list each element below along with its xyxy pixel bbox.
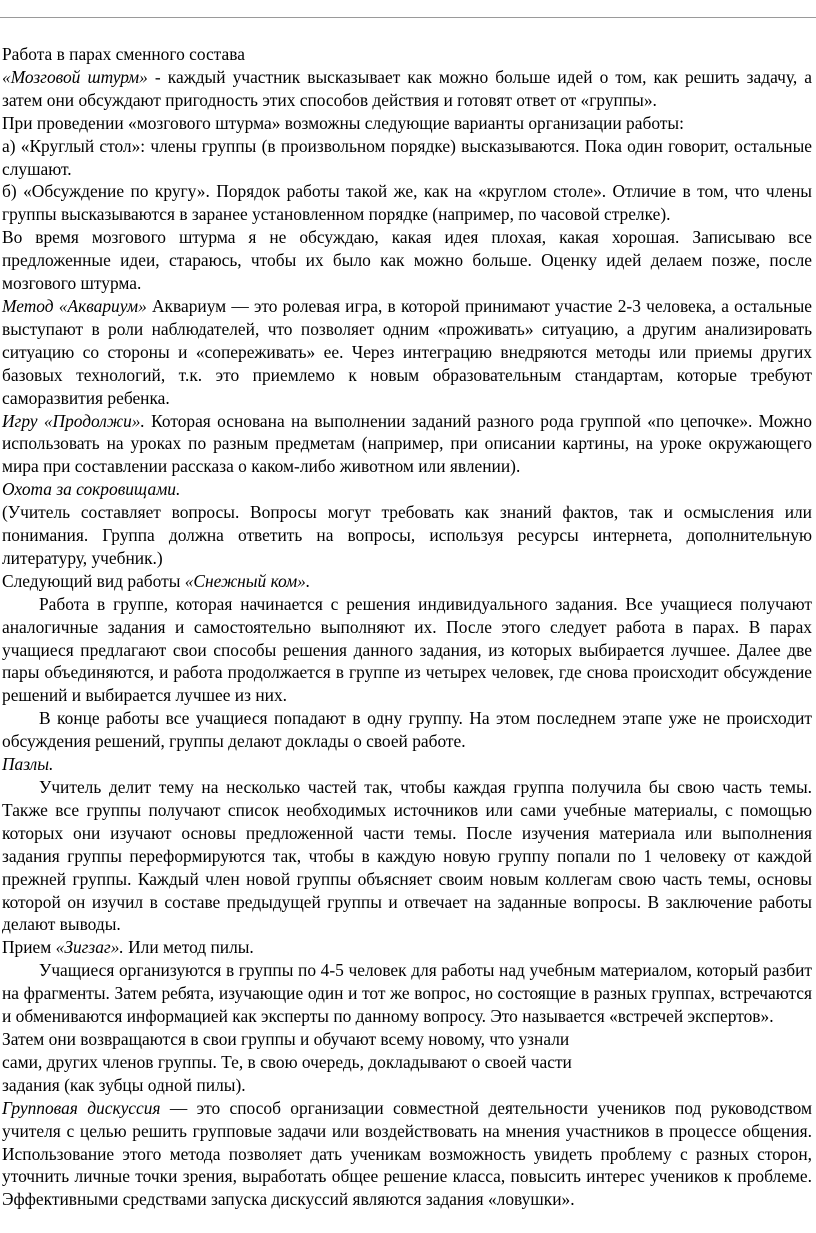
paragraph-zigzag-line-3: задания (как зубцы одной пилы). <box>2 1074 246 1095</box>
paragraph-zigzag-line-2: сами, других членов группы. Те, в свою очередь, докладывают о своей части <box>2 1051 572 1072</box>
method-title: «Зигзаг». <box>55 937 124 958</box>
paragraph-treasure-hunt-title <box>2 478 812 501</box>
method-title: «Мозговой штурм» - <box>2 66 161 87</box>
paragraph-round-table: а) «Круглый стол»: члены группы (в произвольном порядке) высказываются. Пока один говорит, остальные слушают. <box>2 135 812 179</box>
method-title: «Снежный ком». <box>184 570 311 591</box>
paragraph-brainstorm-notes: Во время мозгового штурма я не обсуждаю, какая идея плохая, какая хорошая. Записываю все предложенные идеи, стараюсь, чтобы их было как можно больше. Оценку идей делаем позже, после мозгового штурма. <box>2 227 812 294</box>
paragraph-treasure-hunt: (Учитель составляет вопросы. Вопросы могут требовать как знаний фактов, так и осмысления или понимания. Группа должна ответить на вопросы, используя ресурсы интернета, дополнительную литературу, учебник.) <box>2 502 812 568</box>
paragraph-snowball-body: Работа в группе, которая начинается с решения индивидуального задания. Все учащиеся получают аналогичные задания и самостоятельно выполняют их. После этого следует работа в парах. В парах учащиеся предлагают свои способы решения данного задания, из которых выбирается лучшее. Далее две пары объединяются, и работа продолжается в группе из четырех человек, где снова происходит обсуждение решений и выбирается лучшее из них. <box>2 593 812 706</box>
method-title: Групповая дискуссия <box>2 1097 161 1118</box>
paragraph-zigzag-title: Прием «Зигзаг». Или метод пилы. <box>2 937 254 958</box>
paragraph-pairs-title: Работа в парах сменного состава <box>2 44 245 64</box>
method-title: Метод «Аквариум» <box>2 295 147 316</box>
paragraph-zigzag: Учащиеся организуются в группы по 4-5 человек для работы над учебным материалом, который разбит на фрагменты. Затем ребята, изучающие один и тот же вопрос, но состоящие в разных группах, встречаются и обмениваются информацией как эксперты по данному вопросу. Это называется «встречей экспертов». <box>2 960 812 1027</box>
paragraph-brainstorm: «Мозговой штурм» - каждый участник высказывает как можно больше идей о том, как решить задачу, а затем они обсуждают пригодность этих способов действия и готовят ответ от «группы». <box>2 66 812 110</box>
paragraph-snowball-intro: Следующий вид работы «Снежный ком». <box>2 570 311 591</box>
paragraph-puzzles: Учитель делит тему на несколько частей так, чтобы каждая группа получила бы свою часть темы. Также все группы получают список необходимых источников или сами учебные материалы, с помощью которых они изучают основы предложенной части темы. После изучения материала или выполнения задания группы переформируются так, чтобы в каждую новую группу попали по 1 человеку от каждой прежней группы. Каждый член новой группы объясняет своим новым коллегам свою часть темы, основы которой он изучил в составе предыдущей группы и отвечает на заданные вопросы. В заключение работы делают выводы. <box>2 777 812 935</box>
method-title: Пазлы. <box>2 754 54 775</box>
paragraph-round-discussion: б) «Обсуждение по кругу». Порядок работы такой же, как на «круглом столе». Отличие в том, что члены группы высказываются в заранее установленном порядке (например, по часовой стрелке). <box>2 181 812 225</box>
header-divider <box>0 17 816 18</box>
paragraph-puzzles-title <box>2 753 812 776</box>
paragraph-zigzag-line-1: Затем они возвращаются в свои группы и обучают всему новому, что узнали <box>2 1028 570 1049</box>
method-title: Охота за сокровищами. <box>2 479 181 500</box>
method-title: Игру «Продолжи». <box>2 410 145 431</box>
paragraph-brainstorm-variants: При проведении «мозгового штурма» возможны следующие варианты организации работы: <box>2 112 684 133</box>
paragraph-continue-game: Игру «Продолжи». Которая основана на выполнении заданий разного рода группой «по цепочке». Можно использовать на уроках по разным предметам (например, при описании картины, на уроке окружающего мира при составлении рассказа о каком-либо животном или явлении). <box>2 410 812 477</box>
paragraph-aquarium: Метод «Аквариум» Аквариум — это ролевая игра, в которой принимают участие 2-3 человека, а остальные выступают в роли наблюдателей, что позволяет одним «проживать» ситуацию, а другим анализировать ситуацию со стороны и «сопереживать» ее. Через интеграцию внедряются методы или приемы других базовых технологий, т.к. это приемлемо к новым образовательным стандартам, которые требуют саморазвития ребенка. <box>2 295 812 408</box>
paragraph-snowball-end: В конце работы все учащиеся попадают в одну группу. На этом последнем этапе уже не происходит обсуждения решений, группы делают доклады о своей работе. <box>2 708 812 752</box>
paragraph-group-discussion: Групповая дискуссия — это способ организации совместной деятельности учеников под руководством учителя с целью решить групповые задачи или воздействовать на мнения участников в процессе общения. Использование этого метода позволяет дать ученикам возможность увидеть проблему с разных сторон, уточнить личные точки зрения, выработать общее решение класса, повысить интерес учеников к проблеме. Эффективными средствами запуска дискуссий являются задания «ловушки». <box>2 1097 812 1210</box>
document-body <box>2 43 812 1211</box>
